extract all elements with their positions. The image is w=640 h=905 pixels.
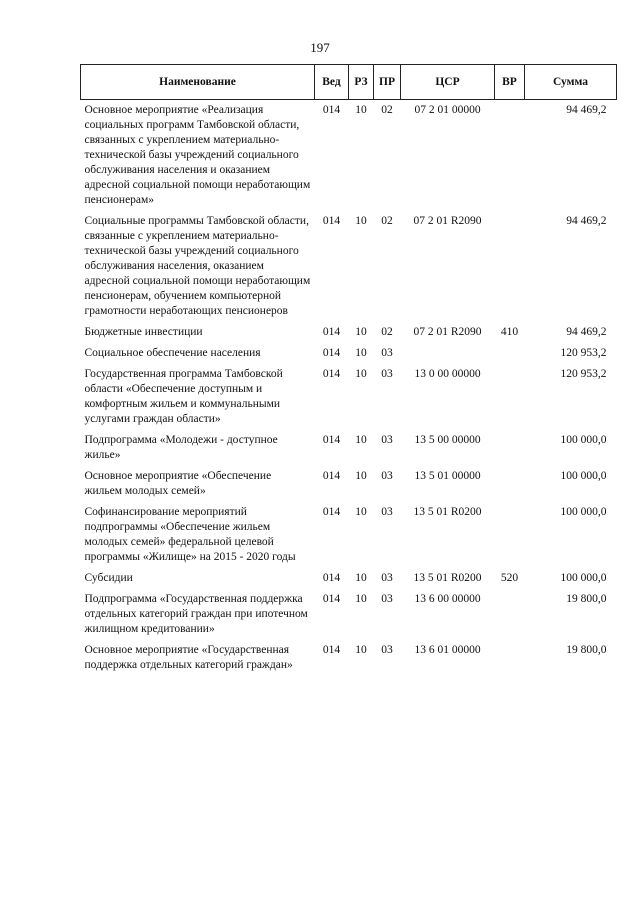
cell-csr: 13 6 00 00000 <box>414 593 481 605</box>
cell-ved: 014 <box>322 434 341 446</box>
cell-rz: 10 <box>355 368 367 380</box>
cell-csr <box>401 346 495 367</box>
header-csr: ЦСР <box>401 65 495 100</box>
cell-rz: 10 <box>355 215 367 227</box>
header-pr: ПР <box>374 65 401 100</box>
cell-vr <box>495 505 525 571</box>
cell-vr <box>495 100 525 215</box>
table-header-row <box>81 65 617 100</box>
cell-sum: 120 953,2 <box>560 347 607 359</box>
cell-csr: 07 2 01 00000 <box>414 104 481 116</box>
table-row <box>81 214 617 325</box>
cell-name: Подпрограмма «Молодежи - доступное жилье» <box>84 434 278 461</box>
cell-name: Субсидии <box>84 572 133 584</box>
table-row <box>81 469 617 505</box>
cell-pr: 03 <box>381 506 393 518</box>
cell-csr: 13 5 00 00000 <box>414 434 481 446</box>
cell-rz: 10 <box>355 347 367 359</box>
cell-vr <box>495 214 525 325</box>
cell-sum: 100 000,0 <box>560 506 607 518</box>
cell-pr: 02 <box>381 326 393 338</box>
cell-rz: 10 <box>355 470 367 482</box>
cell-vr <box>495 367 525 433</box>
header-ved: Вед <box>315 65 349 100</box>
cell-rz: 10 <box>355 434 367 446</box>
cell-ved: 014 <box>322 104 341 116</box>
cell-sum: 100 000,0 <box>560 572 607 584</box>
header-sum: Сумма <box>525 65 617 100</box>
cell-csr: 13 0 00 00000 <box>414 368 481 380</box>
cell-ved: 014 <box>322 572 341 584</box>
header-vr: ВР <box>495 65 525 100</box>
cell-rz: 10 <box>355 644 367 656</box>
cell-rz: 10 <box>355 506 367 518</box>
cell-pr: 03 <box>381 644 393 656</box>
cell-name: Софинансирование мероприятий подпрограммы «Обеспечение жильем молодых семей» федеральной целевой программы «Жилище» на 2015 - 2020 годы <box>84 506 296 563</box>
cell-csr: 07 2 01 R2090 <box>413 215 482 227</box>
table-row <box>81 571 617 592</box>
cell-ved: 014 <box>322 347 341 359</box>
cell-name: Подпрограмма «Государственная поддержка отдельных категорий граждан при ипотечном жилищном кредитовании» <box>84 593 308 635</box>
cell-sum: 19 800,0 <box>566 593 607 605</box>
table-body <box>81 100 617 680</box>
cell-pr: 03 <box>381 368 393 380</box>
cell-rz: 10 <box>355 326 367 338</box>
cell-sum: 19 800,0 <box>566 644 607 656</box>
table-row <box>81 505 617 571</box>
cell-vr <box>495 469 525 505</box>
cell-csr: 13 5 01 R0200 <box>413 506 482 518</box>
cell-sum: 94 469,2 <box>566 104 607 116</box>
cell-name: Социальные программы Тамбовской области, связанные с укреплением материально-технической базы учреждений социального обслуживания населения, оказанием адресной социальной помощи неработающим пенсионерам, обучением компьютерной грамотности неработающих пенсионеров <box>84 215 311 317</box>
table-row <box>81 325 617 346</box>
table-row <box>81 433 617 469</box>
cell-vr <box>495 433 525 469</box>
cell-name: Основное мероприятие «Реализация социальных программ Тамбовской области, связанных с укреплением материально-технической базы учреждений социального обслуживания населения и оказанием адресной социальной помощи неработающим пенсионерам» <box>84 104 311 206</box>
cell-name: Основное мероприятие «Обеспечение жильем молодых семей» <box>84 470 272 497</box>
cell-pr: 03 <box>381 593 393 605</box>
cell-sum: 94 469,2 <box>566 326 607 338</box>
cell-ved: 014 <box>322 506 341 518</box>
cell-name: Социальное обеспечение населения <box>84 347 261 359</box>
cell-sum: 100 000,0 <box>560 470 607 482</box>
table-row <box>81 592 617 643</box>
page-number: 197 <box>310 40 330 55</box>
cell-sum: 100 000,0 <box>560 434 607 446</box>
table-row <box>81 643 617 679</box>
cell-rz: 10 <box>355 593 367 605</box>
cell-pr: 03 <box>381 347 393 359</box>
cell-rz: 10 <box>355 572 367 584</box>
cell-ved: 014 <box>322 593 341 605</box>
cell-pr: 03 <box>381 572 393 584</box>
cell-vr <box>495 346 525 367</box>
table-row <box>81 346 617 367</box>
header-rz: РЗ <box>349 65 374 100</box>
cell-vr: 520 <box>500 572 519 584</box>
cell-vr: 410 <box>500 326 519 338</box>
cell-name: Государственная программа Тамбовской области «Обеспечение доступным и комфортным жильем и коммунальными услугами граждан области» <box>84 368 283 425</box>
cell-name: Бюджетные инвестиции <box>84 326 203 338</box>
cell-ved: 014 <box>322 326 341 338</box>
cell-vr <box>495 592 525 643</box>
cell-pr: 02 <box>381 215 393 227</box>
table-row <box>81 367 617 433</box>
cell-csr: 13 6 01 00000 <box>414 644 481 656</box>
table-row <box>81 100 617 215</box>
header-name: Наименование <box>81 65 315 100</box>
cell-csr: 07 2 01 R2090 <box>413 326 482 338</box>
cell-sum: 94 469,2 <box>566 215 607 227</box>
cell-csr: 13 5 01 R0200 <box>413 572 482 584</box>
cell-pr: 03 <box>381 470 393 482</box>
cell-sum: 120 953,2 <box>560 368 607 380</box>
cell-pr: 02 <box>381 104 393 116</box>
cell-ved: 014 <box>322 644 341 656</box>
budget-table <box>80 64 617 679</box>
cell-csr: 13 5 01 00000 <box>414 470 481 482</box>
cell-ved: 014 <box>322 368 341 380</box>
cell-pr: 03 <box>381 434 393 446</box>
cell-ved: 014 <box>322 470 341 482</box>
cell-ved: 014 <box>322 215 341 227</box>
cell-name: Основное мероприятие «Государственная поддержка отдельных категорий граждан» <box>84 644 293 671</box>
cell-vr <box>495 643 525 679</box>
cell-rz: 10 <box>355 104 367 116</box>
